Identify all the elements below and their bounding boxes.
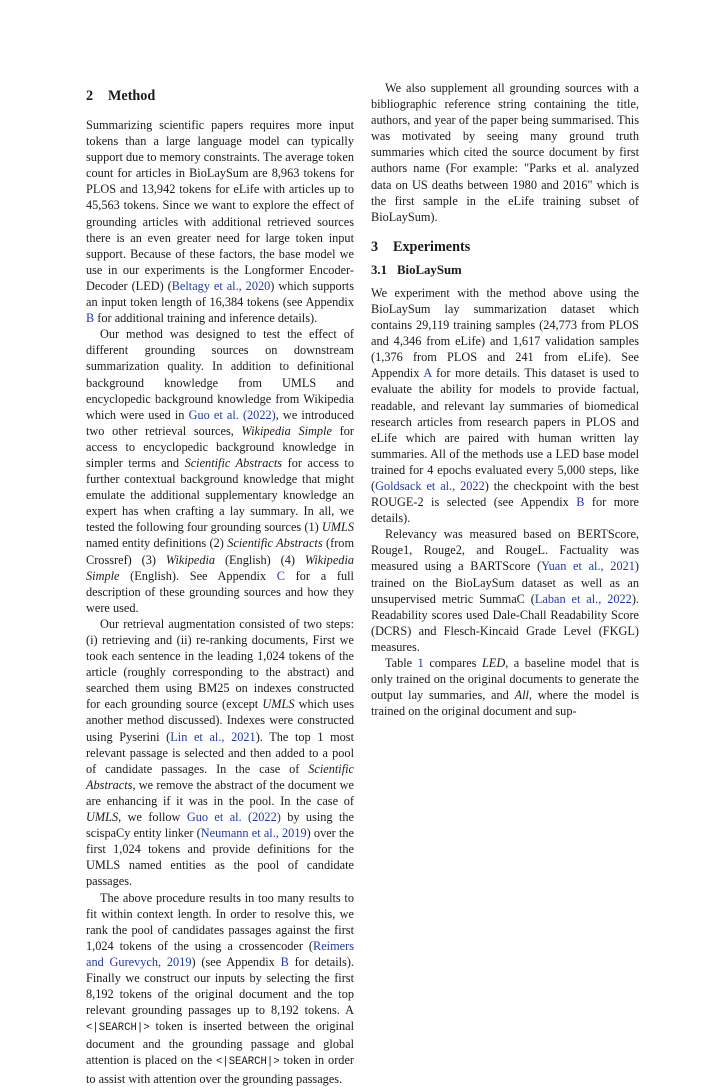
text: , where the model is trained on the original document and sup- [371, 688, 639, 719]
method-paragraph-3 [86, 616, 354, 890]
text: for more details). [371, 495, 639, 526]
text: We experiment with the method above using the BioLaySum lay summarization dataset which contains 29,119 training samples (24,773 from PLOS and 4,346 from eLife) and 1,617 validation samples (1,376 from PLOS and 241 from eLife). See Appendix [371, 285, 639, 381]
subsection-number: 3.1 [371, 262, 387, 277]
citation-goldsack[interactable]: Goldsack et al., 2022 [375, 478, 485, 493]
citation-beltagy[interactable]: Beltagy et al., 2020 [171, 278, 271, 293]
text: , we follow [118, 810, 187, 825]
citation-neumann[interactable]: Neumann et al., 2019 [200, 826, 307, 841]
experiments-paragraph-3 [371, 655, 639, 719]
emphasis: LED [481, 656, 506, 670]
section-title: Method [108, 88, 156, 104]
left-column [86, 80, 354, 1087]
section-number: 3 [371, 238, 379, 255]
section-heading-method [86, 87, 354, 105]
text: ) the checkpoint with the best ROUGE-2 is selected (see Appendix [371, 478, 639, 510]
method-paragraph-4-start [86, 890, 354, 1087]
citation-guo[interactable]: Guo et al. (2022) [186, 810, 281, 825]
text: by using the scispaCy entity linker ( [86, 810, 354, 841]
citation-yuan[interactable]: Yuan et al., 2021 [541, 559, 635, 574]
text: ). The top 1 most relevant passage is selected and then added to a pool of candidate passages. In the case of [86, 729, 355, 776]
text: ) which supports an input token length of 16,384 tokens (see Appendix [86, 278, 354, 310]
citation-guo[interactable]: Guo et al. (2022) [188, 407, 276, 422]
citation-lin[interactable]: Lin et al., 2021 [170, 729, 256, 744]
subsection-heading-biolaysum [371, 262, 639, 279]
text: Table [385, 656, 418, 670]
subsection-title: BioLaySum [397, 262, 462, 277]
section-heading-experiments [371, 238, 639, 256]
emphasis: Scientific Abstracts [227, 536, 323, 551]
emphasis: UMLS [86, 810, 119, 825]
citation-laban[interactable]: Laban et al., 2022 [534, 591, 632, 606]
method-paragraph-5: We also supplement all grounding sources with a bibliographic reference string containing the title, authors, and year of the paper being summarised. This was motivated by seeing many ground truth summaries which cited the source document by first authors name (For example: "Parks et al. analyzed data on US deaths between 1980 and 2016" which is the first sample in the eLife training subset of BioLaySum). [371, 81, 639, 224]
emphasis: UMLS [321, 520, 354, 535]
text: Relevancy was measured based on BERTScore, Rouge1, Rouge2, and RougeL. Factuality was measured using a BARTScore ( [371, 527, 639, 574]
appendix-ref-a[interactable]: A [423, 366, 432, 381]
section-title: Experiments [393, 238, 471, 255]
appendix-ref-b[interactable]: B [86, 311, 95, 326]
emphasis: All [514, 688, 529, 703]
search-token: <|SEARCH|> [215, 1056, 280, 1069]
appendix-ref-b[interactable]: B [280, 954, 289, 969]
text: Our method was designed to test the effect of different grounding sources on downstream summarization quality. In addition to definitional background knowledge from UMLS and encyclopedic background knowledge from Wikipedia which were used in [86, 327, 354, 422]
right-column [371, 80, 639, 719]
text: ). Readability scores used Dale-Chall Readability Score (DCRS) and Flesch-Kincaid Grade Level (FKGL) measures. [371, 591, 639, 654]
text: (English) (4) [215, 552, 305, 567]
text: which uses another method discussed). Indexes were constructed using Pyserini ( [86, 697, 354, 744]
text: , we remove the abstract of the document we are enhancing if it was in the pool. In the case of [86, 777, 354, 808]
method-paragraph-2 [86, 326, 354, 616]
emphasis: Wikipedia Simple [241, 423, 332, 438]
text: ) (see Appendix [191, 954, 281, 969]
emphasis: Wikipedia [165, 552, 216, 567]
text: for additional training and inference details). [94, 311, 318, 326]
text: Our retrieval augmentation consisted of two steps: (i) retrieving and (ii) re-ranking documents, First we took each sentence in the leading 1,024 tokens of the article (roughly corresponding to the abstract) and searched them using BM25 on indexes constructed for each grounding source (except [86, 616, 354, 712]
text: The above procedure results in too many results to fit within context length. In order to resolve this, we rank the pool of candidates passages against the first 1,024 tokens of the using a crossencoder ( [86, 890, 354, 953]
text: token in order to assist with attention over the grounding passages. [86, 1053, 354, 1086]
text: for access to encyclopedic background knowledge in simpler terms and [86, 423, 354, 470]
text: for more details. This dataset is used to evaluate the ability for models to provide factual, readable, and relevant lay summaries of biomedical research articles from research papers in PLOS and eLife which are paired with human written lay summaries. All of the methods use a LED base model trained for 4 epochs evaluated every 5,000 steps, like ( [371, 366, 639, 493]
text: , we introduced two other retrieval sources, [86, 407, 354, 438]
text: compares [423, 656, 482, 670]
emphasis: UMLS [262, 697, 295, 712]
text: Summarizing scientific papers requires more input tokens than a large language model can typically support due to memory constraints. The average token count for articles in BioLaySum are 8,963 tokens for PLOS and 13,942 tokens for eLife with articles up to 45,563 tokens. Since we want to explore the effect of grounding articles with additional retrieved sources there is an even greater need for large token input support. Because of these factors, the base model we use in our experiments is the Longformer Encoder-Decoder (LED) ( [86, 118, 354, 293]
emphasis: Scientific Abstracts [86, 761, 354, 792]
text: ) trained on the BioLaySum dataset as well as an unsupervised metric SummaC ( [371, 559, 639, 606]
search-token: <|SEARCH|> [86, 1022, 150, 1035]
experiments-paragraph-1 [371, 285, 639, 526]
text: (English). See Appendix [119, 568, 277, 583]
table-ref-1[interactable]: 1 [417, 656, 424, 670]
appendix-ref-b[interactable]: B [576, 495, 585, 510]
experiments-paragraph-2 [371, 526, 639, 655]
text: for access to further contextual background knowledge that might emulate the additional supplementary knowledge an expert has when crafting a lay summary. In all, we tested the following four grounding sources (1) [86, 455, 355, 535]
text: ) over the first 1,024 tokens and provide definitions for the UMLS named entities as the pool of candidate passages. [86, 826, 354, 889]
emphasis: Scientific Abstracts [184, 455, 283, 470]
text: named entity definitions (2) [86, 536, 228, 551]
text: for details). Finally we construct our inputs by selecting the first 8,192 tokens of the original document and the top relevant grounding passages up to 8,192 tokens. A [86, 954, 354, 1018]
citation-reimers[interactable]: Reimers and Gurevych, 2019 [86, 938, 354, 969]
text: (from Crossref) (3) [86, 536, 355, 567]
text: , a baseline model that is only trained on the original documents to generate the output lay summaries, and [371, 656, 639, 703]
text: for a full description of these grounding sources and how they were used. [86, 568, 354, 615]
appendix-ref-c[interactable]: C [276, 568, 285, 583]
method-paragraph-1 [86, 117, 354, 326]
emphasis: Wikipedia Simple [86, 552, 355, 583]
section-number: 2 [86, 88, 94, 104]
text: token is inserted between the original document and the grounding passage and global attention is placed on the [86, 1019, 354, 1068]
